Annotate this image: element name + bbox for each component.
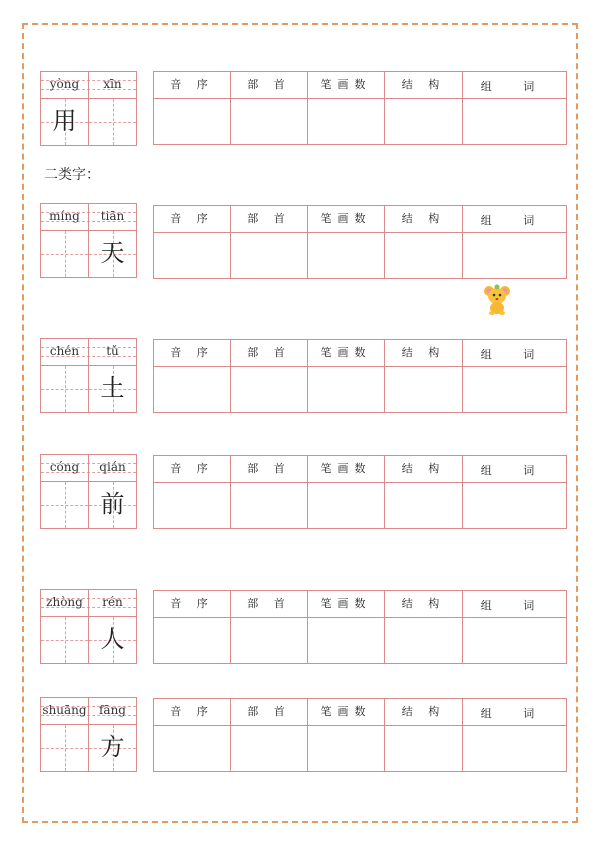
pinyin-text: zhòng (46, 595, 83, 609)
table-header: 音 序 (154, 340, 231, 367)
pinyin-text: tiān (88, 204, 136, 230)
hanzi: 天 (100, 239, 125, 267)
table-header: 部 首 (231, 340, 308, 367)
character-info-table (153, 205, 567, 279)
answer-cell[interactable] (231, 483, 308, 528)
tian-grid-cell[interactable] (88, 725, 136, 771)
character-row (41, 366, 136, 412)
character-info-table (153, 698, 567, 772)
table-header: 笔画数 (308, 699, 385, 726)
table-header: 结 构 (385, 72, 463, 99)
tian-grid-cell[interactable] (88, 99, 136, 145)
table-header: 部 首 (231, 72, 308, 99)
answer-cell[interactable] (463, 483, 566, 528)
pinyin-text: rén (88, 590, 136, 616)
table-header: 音 序 (154, 72, 231, 99)
pinyin-text: xīn (88, 72, 136, 98)
table-header: 音 序 (154, 591, 231, 618)
character-info-table (153, 339, 567, 413)
character-row (41, 482, 136, 528)
pinyin-text: fāng (88, 698, 136, 724)
answer-cell[interactable] (385, 726, 463, 771)
answer-cell[interactable] (463, 618, 566, 663)
hanzi: 土 (100, 374, 125, 402)
table-header: 音 序 (154, 206, 231, 233)
character-info-table (153, 590, 567, 664)
tian-grid-cell[interactable] (88, 617, 136, 663)
answer-cell[interactable] (385, 367, 463, 412)
answer-cell[interactable] (231, 233, 308, 278)
hanzi: 用 (52, 107, 77, 135)
table-header: 笔画数 (308, 72, 385, 99)
pinyin-row (41, 455, 136, 482)
character-row (41, 231, 136, 277)
table-header: 组 词 (463, 591, 566, 618)
answer-cell[interactable] (231, 367, 308, 412)
table-header: 结 构 (385, 340, 463, 367)
table-header: 组 词 (463, 72, 566, 99)
hanzi: 人 (100, 625, 125, 653)
pinyin-text: yòng (49, 77, 80, 91)
answer-cell[interactable] (154, 726, 231, 771)
answer-cell[interactable] (463, 233, 566, 278)
table-header: 部 首 (231, 206, 308, 233)
tian-grid-cell[interactable] (41, 99, 88, 145)
answer-cell[interactable] (231, 726, 308, 771)
tian-grid-cell[interactable] (88, 482, 136, 528)
pinyin-tian-grid (40, 589, 137, 664)
pinyin-row (41, 339, 136, 366)
character-info-table (153, 455, 567, 529)
pinyin-tian-grid (40, 338, 137, 413)
character-row (41, 99, 136, 145)
table-header: 部 首 (231, 456, 308, 483)
answer-cell[interactable] (154, 99, 231, 144)
table-header: 组 词 (463, 206, 566, 233)
pinyin-row (41, 72, 136, 99)
tian-grid-cell[interactable] (41, 617, 88, 663)
table-header: 笔画数 (308, 206, 385, 233)
table-header: 结 构 (385, 456, 463, 483)
character-info-table (153, 71, 567, 145)
table-header: 音 序 (154, 456, 231, 483)
answer-cell[interactable] (308, 99, 385, 144)
answer-cell[interactable] (231, 99, 308, 144)
answer-cell[interactable] (463, 367, 566, 412)
table-header: 结 构 (385, 206, 463, 233)
tian-grid-cell[interactable] (88, 231, 136, 277)
answer-cell[interactable] (308, 367, 385, 412)
answer-cell[interactable] (463, 726, 566, 771)
table-header: 结 构 (385, 591, 463, 618)
tian-grid-cell[interactable] (41, 482, 88, 528)
answer-cell[interactable] (154, 367, 231, 412)
pinyin-tian-grid (40, 71, 137, 146)
character-row (41, 617, 136, 663)
pinyin-tian-grid (40, 454, 137, 529)
tian-grid-cell[interactable] (41, 366, 88, 412)
tian-grid-cell[interactable] (41, 725, 88, 771)
pinyin-text: cóng (49, 460, 80, 474)
tian-grid-cell[interactable] (88, 366, 136, 412)
answer-cell[interactable] (154, 618, 231, 663)
pinyin-row (41, 590, 136, 617)
answer-cell[interactable] (385, 233, 463, 278)
table-header: 笔画数 (308, 340, 385, 367)
table-header: 组 词 (463, 699, 566, 726)
table-header: 组 词 (463, 340, 566, 367)
table-header: 部 首 (231, 699, 308, 726)
table-header: 部 首 (231, 591, 308, 618)
answer-cell[interactable] (308, 233, 385, 278)
table-header: 音 序 (154, 699, 231, 726)
table-header: 结 构 (385, 699, 463, 726)
answer-cell[interactable] (308, 618, 385, 663)
answer-cell[interactable] (308, 726, 385, 771)
table-header: 笔画数 (308, 456, 385, 483)
pinyin-row (41, 204, 136, 231)
pinyin-text: shuāng (42, 703, 87, 717)
answer-cell[interactable] (308, 483, 385, 528)
bear-mascot-icon (482, 283, 512, 315)
pinyin-text: míng (49, 209, 80, 223)
pinyin-tian-grid (40, 203, 137, 278)
hanzi: 前 (100, 490, 125, 518)
pinyin-text: chén (49, 344, 80, 358)
section-label: 二类字： (44, 167, 100, 183)
answer-cell[interactable] (231, 618, 308, 663)
character-row (41, 725, 136, 771)
pinyin-row (41, 698, 136, 725)
table-header: 笔画数 (308, 591, 385, 618)
hanzi: 方 (100, 733, 125, 761)
answer-cell[interactable] (463, 99, 566, 144)
pinyin-tian-grid (40, 697, 137, 772)
answer-cell[interactable] (154, 483, 231, 528)
answer-cell[interactable] (385, 483, 463, 528)
answer-cell[interactable] (154, 233, 231, 278)
answer-cell[interactable] (385, 99, 463, 144)
pinyin-text: qián (88, 455, 136, 481)
pinyin-text: tǔ (88, 339, 136, 365)
answer-cell[interactable] (385, 618, 463, 663)
table-header: 组 词 (463, 456, 566, 483)
tian-grid-cell[interactable] (41, 231, 88, 277)
